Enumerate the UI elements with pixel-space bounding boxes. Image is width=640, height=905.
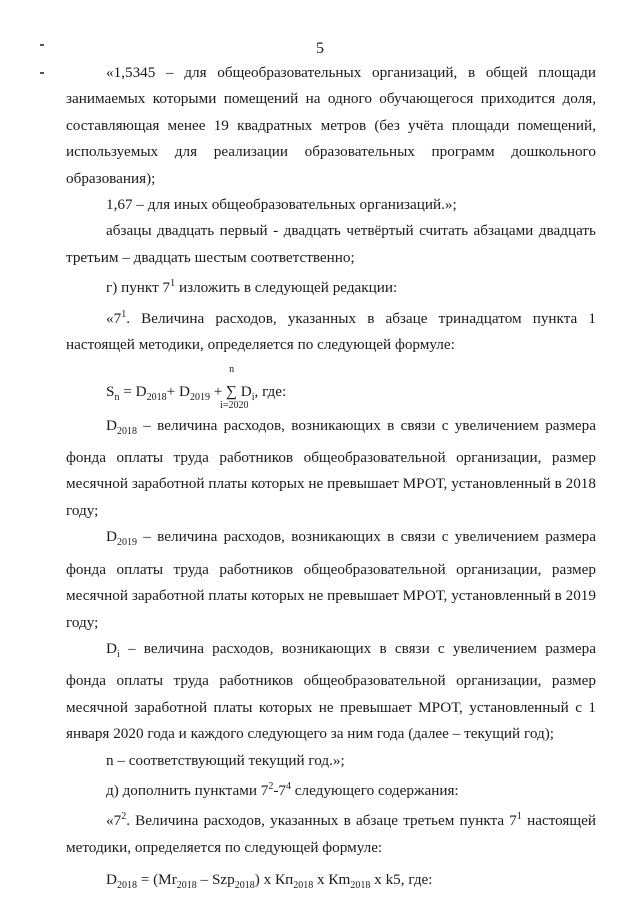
paragraph-coefficient-1: «1,5345 – для общеобразовательных организаций, в общей площади занимаемых которыми помещений на одного обучающегося приходится доля, составляющая менее 19 квадратных метров (без учёта площади помещений, используемых для реализации образовательных программ дошкольного образования);: [66, 64, 596, 187]
paragraph-coefficient-2: 1,67 – для иных общеобразовательных организаций.»;: [106, 196, 457, 214]
page-number: 5: [316, 40, 324, 57]
paragraph-n: n – соответствующий текущий год.»;: [106, 751, 345, 769]
paragraph-item-7-1: «$7^1$. Величина расходов, указанных в абзаце тринадцатом пункта 1 настоящей методики, определяется по следующей формуле:: [66, 308, 596, 354]
paragraph-renumber: абзацы двадцать первый - двадцать четвёртый считать абзацами двадцать третьим – двадцать шестым соответственно;: [66, 222, 596, 266]
paragraph-item-7-2: «$7^2$. Величина расходов, указанных в абзаце третьем пункта $7^1$ настоящей методики, определяется по следующей формуле:: [66, 811, 596, 856]
scan-mark: [40, 72, 44, 74]
document-body: [66, 60, 596, 897]
formula-spacer: [66, 359, 596, 379]
formula-d2018: $D_{2018} = (Mr_{2018} - Szp_{2018})$ х $Кп_{2018}$ х $Кm_{2018}$ х k5, где:: [106, 871, 433, 892]
paragraph-di: $D_i$ – величина расходов, возникающих в связи с увеличением размера фонда оплаты труда работников общеобразовательной организации, размер месячной заработной платы которых не превышает МРОТ, установленный с 1 января 2020 года и каждого следующего за ним года (далее – текущий год);: [66, 639, 596, 743]
paragraph-d2018: $D_{2018}$ – величина расходов, возникающих в связи с увеличением размера фонда оплаты труда работников общеобразовательной организации, размер месячной заработной платы которых не превышает МРОТ, установленный в 2018 году;: [66, 416, 596, 519]
paragraph-item-d: д) дополнить пунктами $7^2-7^4$ следующего содержания:: [106, 780, 459, 800]
paragraph-d2019: $D_{2019}$ – величина расходов, возникающих в связи с увеличением размера фонда оплаты труда работников общеобразовательной организации, размер месячной заработной платы которых не превышает МРОТ, установленный в 2019 году;: [66, 528, 596, 631]
paragraph-item-g: г) пункт $7^1$ изложить в следующей редакции:: [106, 278, 398, 297]
formula-sn: $S_n = D_{2018}+ D_{2019}$ + n ∑ i=2020 $D_i$, где:: [106, 363, 287, 411]
sum-symbol: n ∑ i=2020: [220, 363, 249, 411]
